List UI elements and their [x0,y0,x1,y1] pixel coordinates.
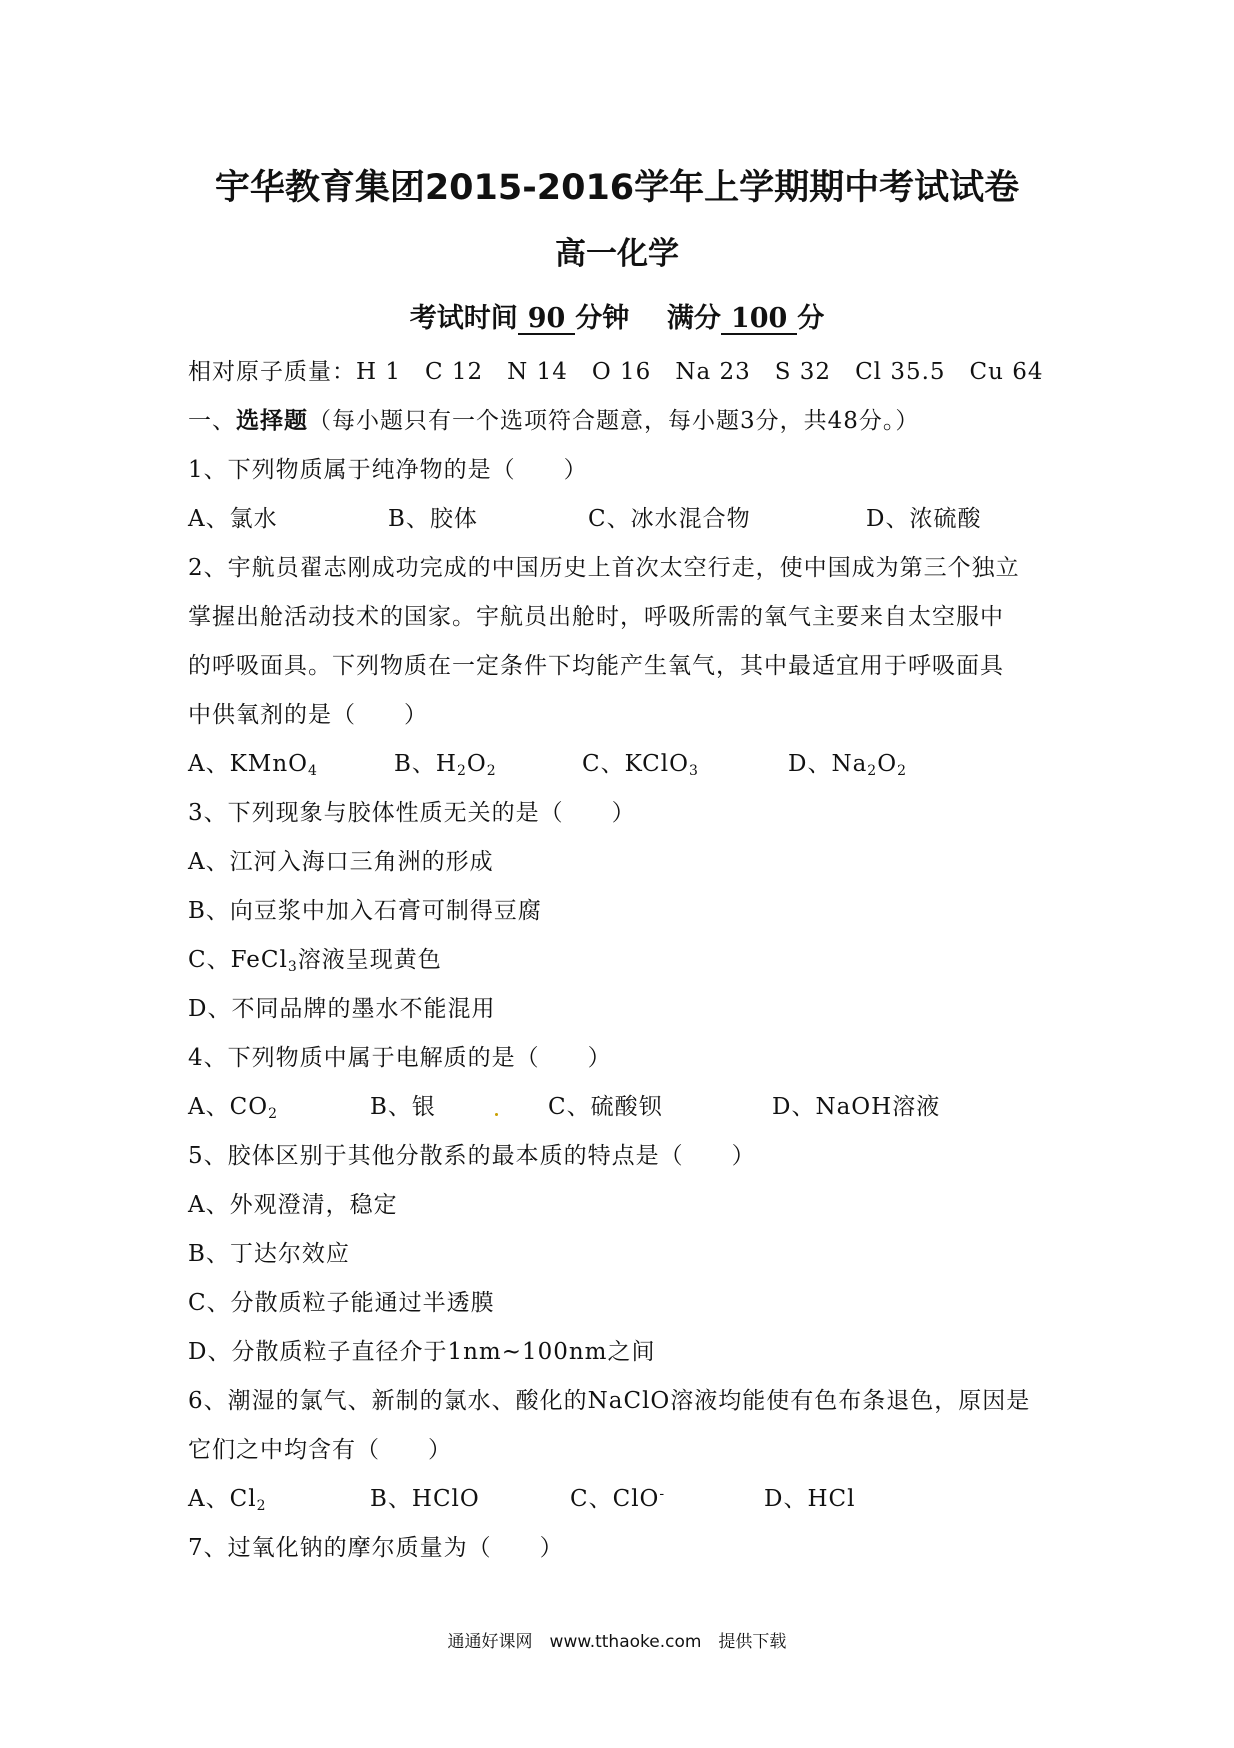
q1-stem: 1、下列物质属于纯净物的是（ ） [188,457,588,483]
q6-line-2: 它们之中均含有（ ） [188,1437,452,1463]
q4-option-c: C、硫酸钡 [548,1094,663,1120]
exam-title: 宇华教育集团2015-2016学年上学期期中考试试卷 [214,168,1020,208]
q2-line-2: 掌握出舱活动技术的国家。宇航员出舱时，呼吸所需的氧气主要来自太空服中 [188,604,1004,630]
q2-option-a: A、KMnO$_4$ [188,751,318,779]
section-prefix: 一、 [188,408,236,434]
q2-option-b: B、$H_2O_2$ [394,751,497,779]
q5-option-d: D、分散质粒子直径介于1nm~100nm之间 [188,1339,656,1365]
section-name: 选择题 [236,407,308,434]
q4-option-a: A、$CO_2$ [188,1094,278,1122]
q1-option-c: C、冰水混合物 [588,506,751,532]
exam-info [0,296,1234,335]
time-label: 考试时间 [409,303,518,334]
q1-option-b: B、胶体 [388,506,478,532]
section-note: （每小题只有一个选项符合题意，每小题3分，共48分。） [308,408,920,434]
q3-option-d: D、不同品牌的墨水不能混用 [188,996,496,1022]
q2-line-1: 2、宇航员翟志刚成功完成的中国历史上首次太空行走，使中国成为第三个独立 [188,555,1020,581]
footer-source: 通通好课网 www.tthaoke.com 提供下载 [447,1632,787,1652]
q6-line-1: 6、潮湿的氯气、新制的氯水、酸化的NaClO溶液均能使有色布条退色，原因是 [188,1388,1031,1414]
q5-option-b: B、丁达尔效应 [188,1241,350,1267]
q4-option-b: B、银 [370,1094,436,1120]
q6-option-d: D、HCl [764,1486,856,1512]
q4-stem: 4、下列物质中属于电解质的是（ ） [188,1045,612,1071]
speck [495,1113,498,1116]
q3-option-c: C、FeCl$_3$溶液呈现黄色 [188,947,442,975]
q3-option-a: A、江河入海口三角洲的形成 [188,849,494,875]
time-value: 90 [518,305,576,335]
q6-option-b: B、HClO [370,1486,480,1512]
q2-line-3: 的呼吸面具。下列物质在一定条件下均能产生氧气，其中最适宜用于呼吸面具 [188,653,1004,679]
section-heading [188,406,1068,436]
q3-option-b: B、向豆浆中加入石膏可制得豆腐 [188,898,542,924]
q2-line-4: 中供氧剂的是（ ） [188,702,428,728]
q1-option-a: A、氯水 [188,506,278,532]
score-value: 100 [721,305,797,335]
q2-option-c: C、KClO$_3$ [582,751,699,779]
q4-option-d: D、NaOH溶液 [772,1094,941,1120]
q5-stem: 5、胶体区别于其他分散系的最本质的特点是（ ） [188,1143,756,1169]
q5-option-a: A、外观澄清，稳定 [188,1192,398,1218]
q6-option-a: A、$Cl_2$ [188,1486,267,1514]
subject-title: 高一化学 [555,236,679,272]
q1-option-d: D、浓硫酸 [866,506,982,532]
atomic-masses: 相对原子质量：H 1 C 12 N 14 O 16 Na 23 S 32 Cl 35.5 Cu 64 [188,359,1044,385]
time-unit: 分钟 [575,303,630,334]
score-unit: 分 [797,303,825,334]
q7-stem: 7、过氧化钠的摩尔质量为（ ） [188,1535,564,1561]
q6-option-c: C、ClO- [570,1486,666,1512]
q2-option-d: D、$Na_2O_2$ [788,751,907,779]
q3-stem: 3、下列现象与胶体性质无关的是（ ） [188,800,636,826]
q5-option-c: C、分散质粒子能通过半透膜 [188,1290,495,1316]
score-label: 满分 [666,303,721,334]
